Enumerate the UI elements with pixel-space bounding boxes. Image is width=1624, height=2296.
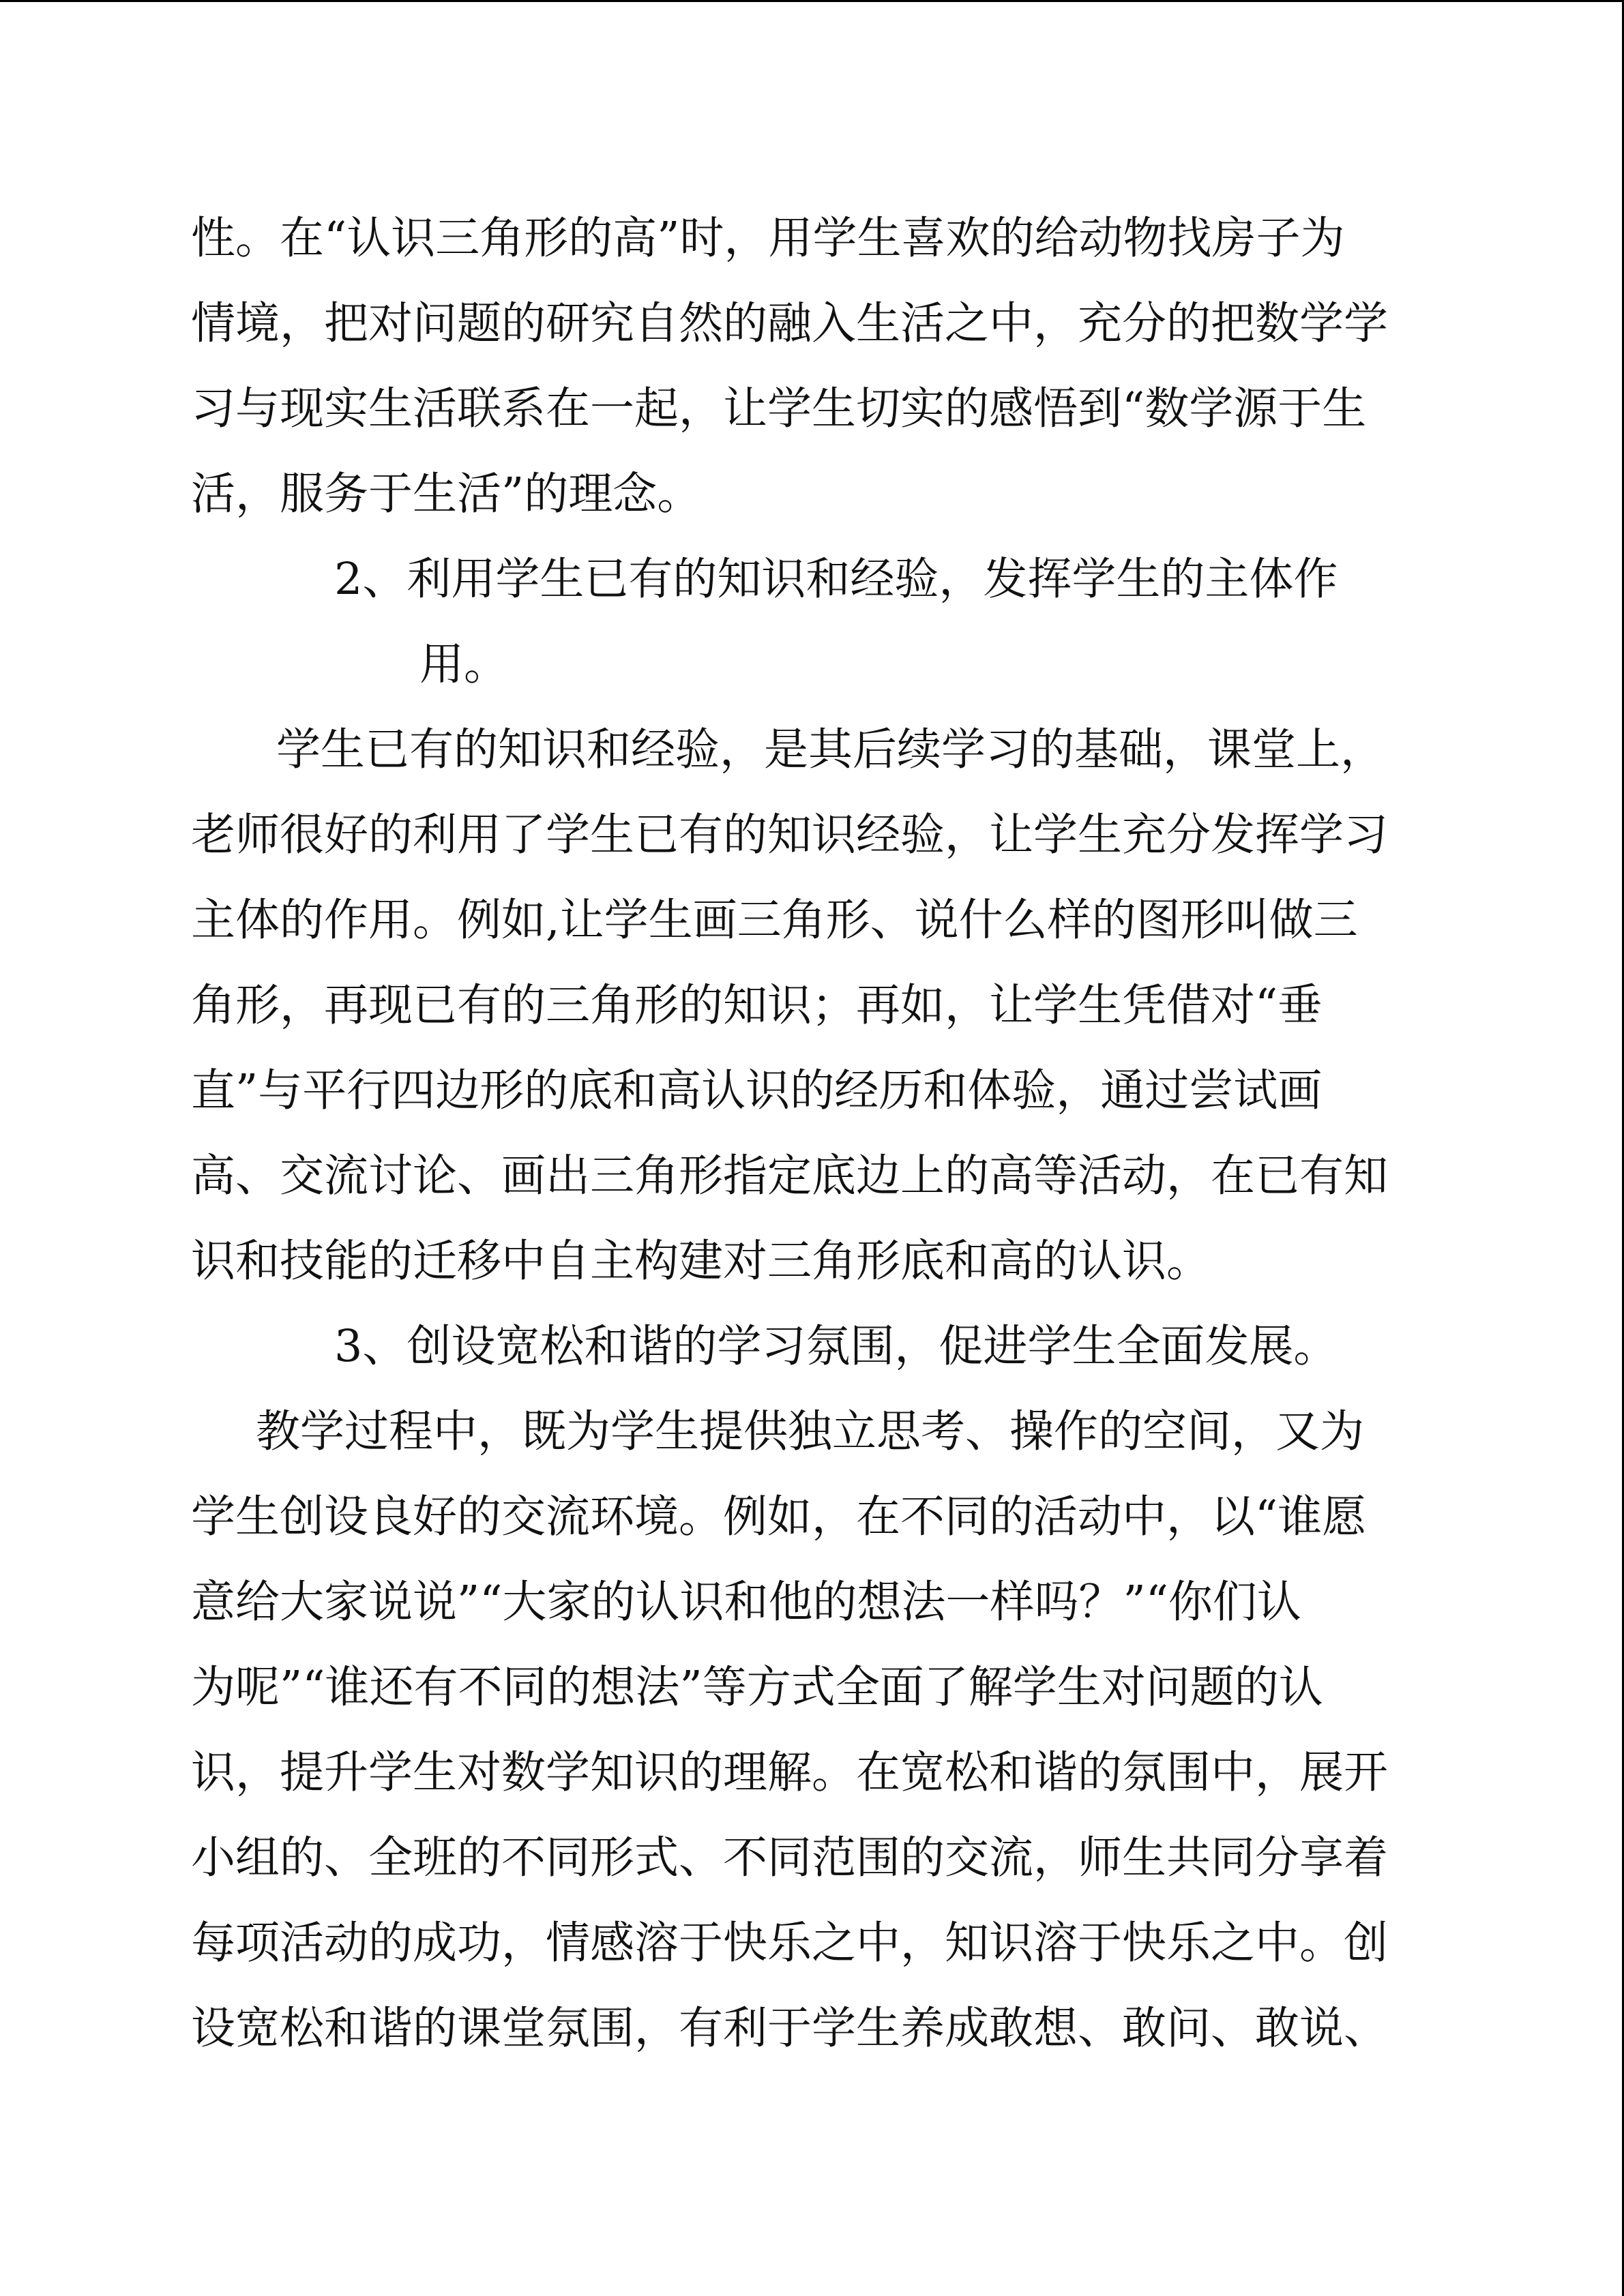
body-line: 习与现实生活联系在一起，让学生切实的感悟到“数学源于生 [191,383,1367,434]
body-line: 主体的作用。例如,让学生画三角形、说什么样的图形叫做三 [191,895,1358,946]
body-line: 直”与平行四边形的底和高认识的经历和体验，通过尝试画 [191,1065,1323,1116]
body-line: 为呢”“谁还有不同的想法”等方式全面了解学生对问题的认 [191,1662,1323,1713]
body-line: 角形，再现已有的三角形的知识；再如，让学生凭借对“垂 [191,980,1323,1031]
body-line: 老师很好的利用了学生已有的知识经验，让学生充分发挥学习 [191,809,1389,861]
section-heading-3: 3、创设宽松和谐的学习氛围，促进学生全面发展。 [334,1321,1338,1372]
body-line: 活，服务于生活”的理念。 [191,468,702,520]
body-line: 意给大家说说”“大家的认识和他的想法一样吗？”“你们认 [191,1577,1301,1628]
body-line: 小组的、全班的不同形式、不同范围的交流，师生共同分享着 [191,1832,1389,1883]
paragraph-start: 学生已有的知识和经验，是其后续学习的基础，课堂上， [276,724,1385,775]
body-line: 学生创设良好的交流环境。例如，在不同的活动中，以“谁愿 [191,1491,1367,1542]
body-line: 每项活动的成功，情感溶于快乐之中，知识溶于快乐之中。创 [191,1918,1389,1969]
body-line: 高、交流讨论、画出三角形指定底边上的高等活动，在已有知 [191,1150,1389,1202]
body-line: 设宽松和谐的课堂氛围，有利于学生养成敢想、敢问、敢说、 [191,2003,1389,2054]
body-line: 识，提升学生对数学知识的理解。在宽松和谐的氛围中，展开 [191,1747,1389,1798]
body-line: 识和技能的迁移中自主构建对三角形底和高的认识。 [191,1236,1211,1287]
paragraph-start: 教学过程中，既为学生提供独立思考、操作的空间，又为 [256,1406,1365,1457]
body-line: 情境，把对问题的研究自然的融入生活之中，充分的把数学学 [191,298,1389,349]
section-heading-2-cont: 用。 [419,639,509,690]
section-heading-2: 2、利用学生已有的知识和经验，发挥学生的主体作 [334,554,1338,605]
page-border-top [0,0,1624,2]
body-line: 性。在“认识三角形的高”时，用学生喜欢的给动物找房子为 [191,213,1345,264]
